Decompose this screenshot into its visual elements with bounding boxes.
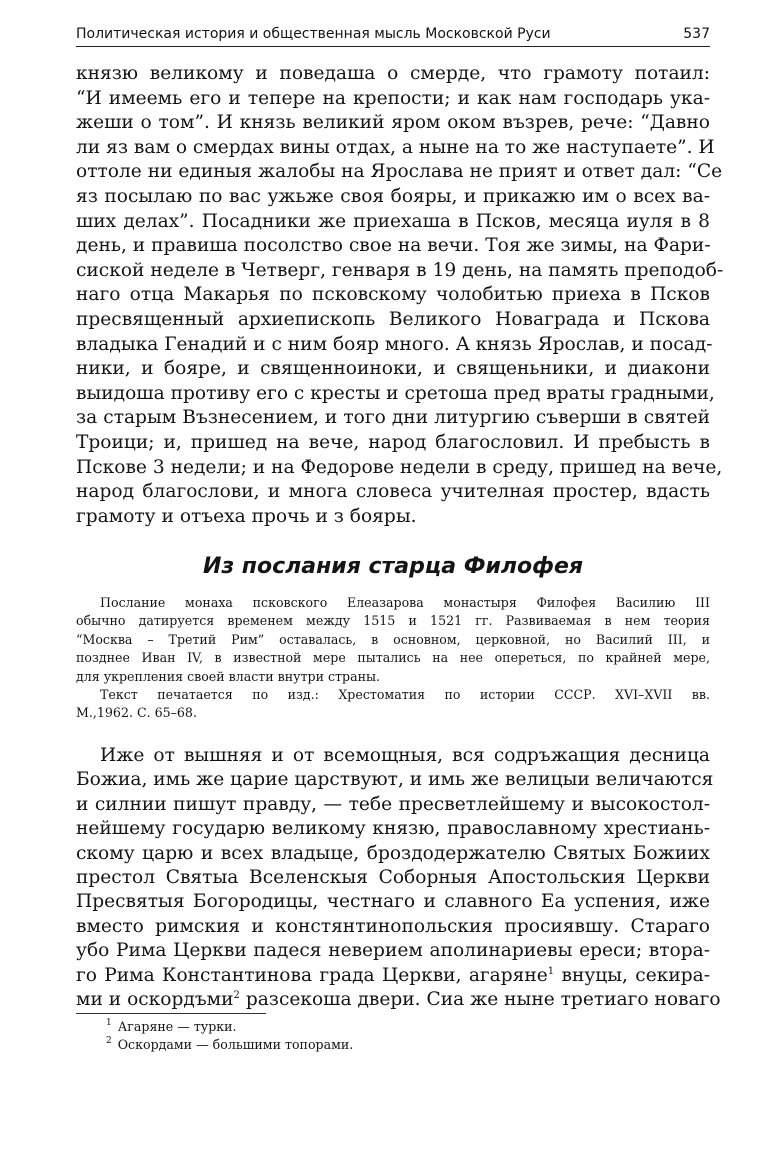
- text-line: скому царю и всех владыце, броздодержателю Святых Божиих: [76, 842, 710, 864]
- text-line: пресвященный архиепископь Великого Новаграда и Пскова: [76, 308, 710, 330]
- running-head-title: Политическая история и общественная мысль Московской Руси: [76, 26, 551, 42]
- page-number: 537: [683, 26, 710, 42]
- text-line: народ благослови, и многа словеса учителная простер, вдасть: [76, 481, 710, 503]
- footnote-2: [76, 1036, 710, 1054]
- footnote-mark: 2: [106, 1036, 112, 1046]
- text-fragment: ми и оскордъми: [76, 988, 234, 1010]
- text-line: [76, 988, 721, 1012]
- text-line: выидоша противу его с кресты и сретоша пред враты градными,: [76, 382, 715, 404]
- epistle-text: [76, 744, 721, 1012]
- footnote-1: [76, 1018, 710, 1036]
- text-line: оттоле ни единыя жалобы на Ярослава не прият и ответ дал: “Се: [76, 161, 723, 183]
- text-line: наго отца Макарья по псковскому чолобитью приеха в Псков: [76, 284, 710, 306]
- source-line: М.,1962. С. 65–68.: [76, 705, 197, 721]
- footnote-ref-2[interactable]: 2: [233, 989, 240, 1001]
- text-line: за старым Възнесением, и того дни литургию съверши в святей: [76, 407, 710, 429]
- text-line: ших делах”. Посадники же приехаша в Псков, месяца иуля в 8: [76, 210, 710, 232]
- intro-line: позднее Иван IV, в известной мере пытались на нее опереться, по крайней мере,: [76, 650, 710, 666]
- intro-line: Послание монаха псковского Елеазарова монастыря Филофея Василию III: [100, 595, 710, 610]
- text-line: нейшему государю великому князю, православному хрестиань-: [76, 818, 710, 840]
- footnote-divider: [76, 1013, 266, 1014]
- section-title: Из послания старца Филофея: [202, 554, 584, 579]
- text-line: “И имеемь его и тепере на крепости; и как нам господарь ука-: [76, 87, 710, 109]
- footnote-text: Агаряне — турки.: [117, 1019, 237, 1034]
- text-line: престол Святыа Вселенскыя Соборныя Апостольския Церкви: [76, 866, 710, 888]
- intro-line: для укрепления своей власти внутри страны.: [76, 668, 381, 684]
- text-line: убо Рима Церкви падеся неверием аполинариевы ереси; втора-: [76, 940, 710, 962]
- running-head: [76, 24, 710, 47]
- text-line: Божиа, имь же царие царствуют, и имь же велицыи величаются: [76, 769, 714, 791]
- intro-line: обычно датируется временем между 1515 и 1521 гг. Развиваемая в нем теория: [76, 613, 710, 629]
- text-line: ли яз вам о смердах вины отдах, а ныне на то же наступаете”. И: [76, 136, 715, 158]
- footnote-mark: 1: [106, 1018, 112, 1028]
- chronicle-text: [76, 62, 724, 529]
- text-line: Троици; и, пришед на вече, народ благословил. И пребысть в: [76, 431, 710, 453]
- source-line: Текст печатается по изд.: Хрестоматия по истории СССР. XVI–XVII вв.: [100, 686, 710, 702]
- text-line: Пресвятыя Богородицы, честнаго и славного Еа успения, иже: [76, 891, 710, 913]
- text-line: день, и правиша посолство свое на вечи. Тоя же зимы, на Фари-: [76, 235, 711, 257]
- text-fragment: разсекоша двери. Сиа же ныне третиаго новаго: [239, 988, 721, 1010]
- text-line: владыка Генадий и с ним бояр много. А князь Ярослав, и посад-: [76, 333, 713, 355]
- text-line: Пскове 3 недели; и на Федорове недели в среду, пришед на вече,: [76, 456, 723, 478]
- section-intro: [76, 594, 710, 723]
- text-line: и силнии пишут правду, — тебе пресветлейшему и высокостол-: [76, 793, 710, 815]
- footnote-text: Оскордами — большими топорами.: [117, 1037, 354, 1052]
- text-line: Иже от вышняя и от всемощныя, вся содръжащия десница: [100, 745, 710, 766]
- text-line: грамоту и отъеха прочь и з бояры.: [76, 505, 417, 527]
- text-line: [76, 964, 710, 988]
- footnotes: [76, 1018, 710, 1054]
- intro-line: “Москва – Третий Рим” оставалась, в основном, церковной, но Василий III, и: [76, 631, 710, 647]
- text-fragment: внуцы, секира-: [554, 964, 710, 986]
- text-line: князю великому и поведаша о смерде, что грамоту потаил:: [76, 63, 710, 84]
- text-line: яз посылаю по вас ужьже своя бояры, и прикажю им о всех ва-: [76, 185, 710, 207]
- text-line: сиской неделе в Четверг, генваря в 19 день, на память преподоб-: [76, 259, 724, 281]
- text-fragment: го Рима Константинова града Церкви, агаряне: [76, 964, 548, 986]
- text-line: вместо римския и констянтинопольския просиявшу. Стараго: [76, 915, 710, 937]
- text-line: жеши о том”. И князь великий яром оком възрев, рече: “Давно: [76, 112, 710, 134]
- footnote-ref-1[interactable]: 1: [547, 965, 555, 977]
- text-line: ники, и бояре, и священноиноки, и священьники, и диакони: [76, 358, 710, 380]
